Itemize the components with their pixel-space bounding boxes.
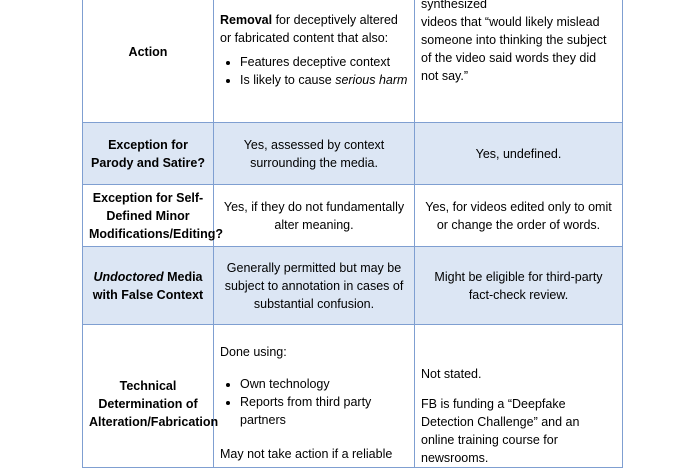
- technical-col3-line2: FB is funding a “Deepfake Detection Challenge” and an online training course for newsrooms.: [421, 397, 580, 465]
- minor-col3: Yes, for videos edited only to omit or change the order of words.: [415, 185, 623, 247]
- technical-bullets: [220, 375, 408, 429]
- row-header-undoctored: [83, 247, 214, 325]
- row-header-technical: Technical Determination of Alteration/Fabrication: [83, 325, 214, 468]
- action-facebook-cell: [415, 0, 623, 123]
- list-item: • Reports from third party partners: [240, 393, 408, 429]
- action-col2-removal: [220, 11, 408, 47]
- parody-col2: Yes, assessed by context surrounding the media.: [214, 123, 415, 185]
- bullet-italic: serious harm: [335, 73, 408, 87]
- table-row-undoctored: [83, 247, 623, 325]
- parody-col3: Yes, undefined.: [415, 123, 623, 185]
- bullet-text: Is likely to cause: [240, 73, 336, 87]
- list-item: • Features deceptive context: [240, 53, 408, 71]
- technical-col3: [415, 325, 623, 468]
- list-item: [240, 71, 408, 89]
- action-col3-removal: [421, 0, 616, 13]
- table-row-minor-mods: [83, 185, 623, 247]
- removal-text: for deceptively altered or fabricated content that also:: [220, 13, 398, 45]
- header-italic: Undoctored: [93, 269, 164, 284]
- header-rest: Media with False Context: [92, 269, 204, 302]
- undoctored-col3: Might be eligible for third-party fact-check review.: [415, 247, 623, 325]
- table-row-parody: [83, 123, 623, 185]
- list-item: • Own technology: [240, 375, 408, 393]
- action-col3-text: videos that “would likely mislead someone into thinking the subject of the video said words they did not say.”: [421, 15, 607, 83]
- policy-comparison-table: [82, 0, 623, 468]
- table-row-technical: [83, 325, 623, 468]
- technical-intro: Done using:: [220, 345, 287, 359]
- action-col2-bullets: [220, 53, 408, 89]
- row-header-action: Action: [83, 0, 214, 123]
- action-twitter-cell: [214, 0, 415, 123]
- removal-label: Removal: [220, 13, 273, 27]
- row-header-parody: Exception for Parody and Satire?: [83, 123, 214, 185]
- minor-col2: Yes, if they do not fundamentally alter meaning.: [214, 185, 415, 247]
- technical-tail: May not take action if a reliable: [220, 447, 393, 461]
- technical-col3-line1: Not stated.: [421, 367, 482, 381]
- undoctored-col2: Generally permitted but may be subject to annotation in cases of substantial confusion.: [214, 247, 415, 325]
- technical-col2: [214, 325, 415, 468]
- table-row-action: [83, 0, 623, 123]
- removal-text: synthesized: [421, 0, 488, 11]
- row-header-minor-mods: Exception for Self-Defined Minor Modifications/Editing?: [83, 185, 214, 247]
